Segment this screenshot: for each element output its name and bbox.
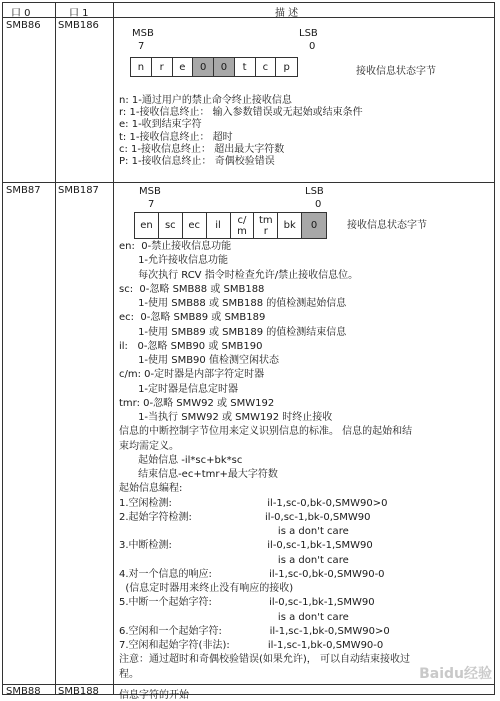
row1-bit-register xyxy=(130,57,298,77)
row2-line: 结束信息-ec+tmr+最大字符数 xyxy=(119,469,278,480)
row2-bit-1: sc xyxy=(159,213,183,238)
row3-name1: SMB188 xyxy=(58,686,99,697)
watermark-logo: Baidu经验 xyxy=(419,666,492,682)
row2-title: 接收信息状态字节 xyxy=(347,220,427,231)
row2-line: 5.中断一个起始字符: il-0,sc-1,bk-1,SMW90 xyxy=(119,597,375,609)
row2-line: 起始信息 -il*sc+bk*sc xyxy=(119,454,243,466)
row2-line: 程。 xyxy=(119,668,139,680)
row2-line: 6.空闲和一个起始字符: il-1,sc-1,bk-0,SMW90>0 xyxy=(119,625,390,637)
row2-line: 注意：通过超时和奇偶校验错误(如果允许)， 可以自动结束接收过 xyxy=(119,654,410,666)
header-col0: 口 0 xyxy=(11,8,31,19)
row2-line: c/m: 0-定时器是内部字符定时器 xyxy=(119,369,265,381)
row1-msb-bit: 7 xyxy=(138,41,145,52)
row2-bit-3: il xyxy=(207,213,231,238)
row1-line: e: 1-收到结束字符 xyxy=(119,119,202,131)
row1-line: P: 1-接收信息终止： 奇偶校验错误 xyxy=(119,156,275,167)
row2-line: is a don't care xyxy=(119,526,349,537)
row2-line: 1-当执行 SMW92 或 SMW192 时终止接收 xyxy=(119,412,333,423)
row2-line: 1.空闲检测: il-1,sc-0,bk-0,SMW90>0 xyxy=(119,497,388,509)
row2-line: 束均需定义。 xyxy=(119,440,179,452)
header-col2: 描 述 xyxy=(275,8,299,19)
row2-bit-0: en xyxy=(135,213,159,238)
row2-name1: SMB187 xyxy=(58,185,99,196)
row2-msb-label: MSB xyxy=(139,186,161,197)
row2-line: il: 0-忽略 SMB90 或 SMB190 xyxy=(119,340,263,352)
col-divider-1 xyxy=(55,3,56,694)
row2-line: 1-使用 SMB89 或 SMB189 的值检测结束信息 xyxy=(119,326,347,338)
row2-line: 1-定时器是信息定时器 xyxy=(119,383,239,395)
header-col1: 口 1 xyxy=(69,8,89,19)
row1-divider xyxy=(3,182,494,183)
row1-bit-2: e xyxy=(173,58,194,76)
col-divider-2 xyxy=(113,3,114,694)
row3-name0: SMB88 xyxy=(6,686,41,697)
row1-line: n: 1-通过用户的禁止命令终止接收信息 xyxy=(119,95,292,106)
row2-bit-register xyxy=(134,212,327,239)
row2-bit-2: ec xyxy=(183,213,207,238)
row1-bit-1: r xyxy=(152,58,173,76)
row2-lsb-bit: 0 xyxy=(315,199,322,210)
row3-desc: 信息字符的开始 xyxy=(119,690,189,701)
row2-line: (信息定时器用来终止没有响应的接收) xyxy=(119,583,294,594)
row2-line: 3.中断检测: il-0,sc-1,bk-1,SMW90 xyxy=(119,540,373,552)
row2-line: 1-使用 SMB88 或 SMB188 的值检测起始信息 xyxy=(119,298,347,309)
row2-bit-6: bk xyxy=(278,213,302,238)
row1-lsb-bit: 0 xyxy=(309,41,316,52)
row1-name1: SMB186 xyxy=(58,20,99,31)
row1-msb-label: MSB xyxy=(132,28,154,39)
row2-line: 7.空闲和起始字符(非法): il-1,sc-1,bk-0,SMW90-0 xyxy=(119,640,384,651)
row1-line: c: 1-接收信息终止： 超出最大字符数 xyxy=(119,143,285,155)
row1-title: 接收信息状态字节 xyxy=(356,66,436,77)
row2-line: 起始信息编程: xyxy=(119,483,183,495)
row2-line: 1-使用 SMB90 值检测空闲状态 xyxy=(119,355,279,366)
row2-line: 2.起始字符检测: il-0,sc-1,bk-0,SMW90 xyxy=(119,511,371,523)
row1-bit-3: 0 xyxy=(193,58,214,76)
row1-bit-6: c xyxy=(256,58,277,76)
row2-line: 信息的中断控制字节位用来定义识别信息的标准。 信息的起始和结 xyxy=(119,426,413,438)
row1-bit-5: t xyxy=(235,58,256,76)
row2-bit-5: tm r xyxy=(254,213,278,238)
row2-line: en: 0-禁止接收信息功能 xyxy=(119,241,232,252)
row1-line: t: 1-接收信息终止： 超时 xyxy=(119,131,233,143)
row2-msb-bit: 7 xyxy=(148,199,155,210)
row2-line: is a don't care xyxy=(119,554,349,566)
row2-divider xyxy=(3,684,494,685)
row2-bit-7: 0 xyxy=(302,213,326,238)
row2-line: is a don't care xyxy=(119,611,349,623)
row1-lsb-label: LSB xyxy=(299,28,318,39)
row1-bit-4: 0 xyxy=(214,58,235,76)
row2-line: 每次执行 RCV 指令时检查允许/禁止接收信息位。 xyxy=(119,269,359,281)
row2-line: 1-允许接收信息功能 xyxy=(119,255,229,267)
row2-line: tmr: 0-忽略 SMW92 或 SMW192 xyxy=(119,397,275,409)
row2-lsb-label: LSB xyxy=(305,186,324,197)
row2-line: 4.对一个信息的响应: il-1,sc-0,bk-0,SMW90-0 xyxy=(119,568,385,580)
row1-line: r: 1-接收信息终止： 输入参数错误或无起始或结束条件 xyxy=(119,107,363,119)
row1-bit-7: p xyxy=(283,61,290,73)
row2-bit-4: c/ m xyxy=(231,213,255,238)
register-table xyxy=(2,2,495,701)
row1-name0: SMB86 xyxy=(6,20,41,31)
row2-line: ec: 0-忽略 SMB89 或 SMB189 xyxy=(119,312,266,324)
row1-bit-0: n xyxy=(131,58,152,76)
row2-name0: SMB87 xyxy=(6,185,41,196)
row2-line: sc: 0-忽略 SMB88 或 SMB188 xyxy=(119,283,265,295)
